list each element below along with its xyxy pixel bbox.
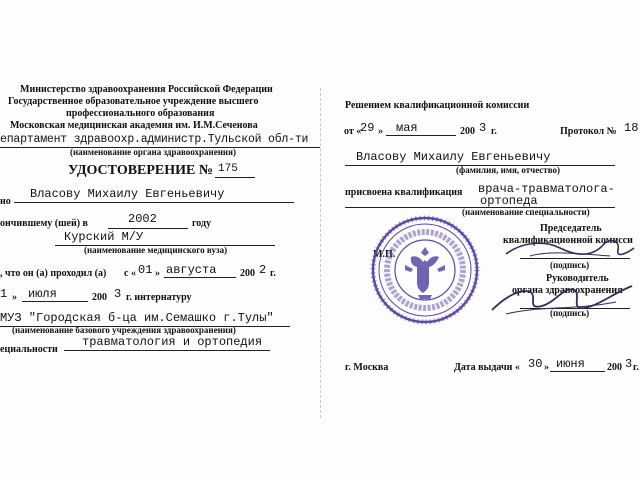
- issue-month: июня: [556, 357, 585, 371]
- specialty-underline: [64, 350, 270, 351]
- institution-line: Государственное образовательное учреждение высшего: [8, 96, 259, 107]
- decision-year-prefix: 200: [460, 126, 475, 137]
- city-label: г. Москва: [345, 362, 389, 373]
- page-fold: [320, 88, 321, 418]
- decision-date-prefix: от «: [344, 126, 362, 137]
- protocol-number: 18: [624, 121, 639, 135]
- base-institution: МУЗ "Городская б-ца им.Семашко г.Тулы": [0, 311, 274, 325]
- to-suffix: г. интернатуру: [126, 292, 192, 303]
- certificate-title: УДОСТОВЕРЕНИЕ №: [68, 163, 213, 178]
- protocol-label: Протокол №: [560, 126, 617, 137]
- from-open-quote: с «: [124, 268, 136, 279]
- specialty-label: ециальности: [0, 344, 58, 355]
- decision-close-quote: »: [378, 126, 383, 137]
- chairman-subtitle: квалификационной комисси: [503, 235, 633, 246]
- graduated-suffix: году: [192, 218, 212, 229]
- ministry-line: Министерство здравоохранения Российской Федерации: [20, 84, 273, 95]
- base-caption: (наименование базового учреждения здравоохранения): [12, 325, 236, 335]
- university-value: Курский М/У: [64, 230, 144, 244]
- chairman-title: Председатель: [540, 223, 602, 234]
- from-year-prefix: 200: [240, 268, 255, 279]
- department-caption: (наименование органа здравоохранения): [70, 147, 236, 157]
- graduation-year: 2002: [128, 212, 157, 226]
- issue-month-underline: [550, 371, 605, 372]
- head-signature: [486, 280, 640, 320]
- name-prefix: но: [0, 196, 11, 207]
- issue-close-quote: »: [544, 362, 549, 373]
- from-close-quote: »: [155, 268, 160, 279]
- head-subtitle: органа здравоохранения: [512, 285, 623, 296]
- to-year-prefix: 200: [92, 292, 107, 303]
- to-year: 3: [114, 287, 122, 301]
- decision-year-suffix: г.: [491, 126, 497, 137]
- to-close-quote: »: [12, 292, 17, 303]
- decision-label: Решением квалификационной комиссии: [345, 100, 530, 111]
- official-seal: [370, 215, 480, 325]
- from-month: августа: [166, 263, 217, 277]
- head-title: Руководитель: [546, 273, 609, 284]
- qualification-caption: (наименование специальности): [462, 207, 590, 217]
- signature-caption-1: (подпись): [550, 260, 590, 270]
- from-year-suffix: г.: [270, 268, 276, 279]
- internship-prefix: , что он (а) проходил (а): [0, 268, 107, 279]
- qualification-line-2: ортопеда: [480, 194, 538, 208]
- from-day: 01: [138, 263, 153, 277]
- to-month: июля: [28, 287, 57, 301]
- graduation-year-underline: [108, 228, 188, 229]
- decision-year: 3: [479, 121, 487, 135]
- graduated-prefix: ончившему (шей) в: [0, 218, 88, 229]
- number-underline: [215, 177, 255, 178]
- to-day: 1: [0, 287, 8, 301]
- issue-year-prefix: 200: [607, 362, 622, 373]
- recipient-caption: (фамилия, имя, отчество): [456, 165, 561, 175]
- decision-day: 29: [360, 121, 375, 135]
- person-name: Власову Михаилу Евгеньевичу: [30, 187, 225, 201]
- signature-caption-2: (подпись): [550, 308, 590, 318]
- chairman-signature: [500, 232, 640, 266]
- name-underline: [14, 202, 294, 203]
- from-month-underline: [164, 277, 236, 278]
- issue-date-label: Дата выдачи «: [454, 362, 520, 373]
- issue-year-suffix: г.: [633, 362, 639, 373]
- mp-label: М.П.: [373, 249, 396, 260]
- to-month-underline: [22, 301, 88, 302]
- issue-day: 30: [528, 357, 543, 371]
- qualification-line-1: врача-травматолога-: [478, 182, 615, 196]
- from-year: 2: [259, 263, 267, 277]
- certificate-number: 175: [218, 163, 238, 175]
- department-value: епартамент здравоохр.администр.Тульской обл-ти: [0, 133, 309, 146]
- issue-year: 3: [625, 357, 633, 371]
- decision-month-underline: [386, 135, 456, 136]
- institution-line-2: профессионального образования: [66, 108, 215, 119]
- academy-line: Московская медицинская академия им. И.М.Сеченова: [10, 120, 258, 131]
- university-caption: (наименование медицинского вуза): [84, 245, 228, 255]
- recipient-name: Власову Михаилу Евгеньевичу: [356, 150, 551, 164]
- decision-month: мая: [396, 121, 418, 135]
- specialty-value: травматология и ортопедия: [82, 335, 263, 349]
- qualification-label: присвоена квалификация: [345, 187, 463, 198]
